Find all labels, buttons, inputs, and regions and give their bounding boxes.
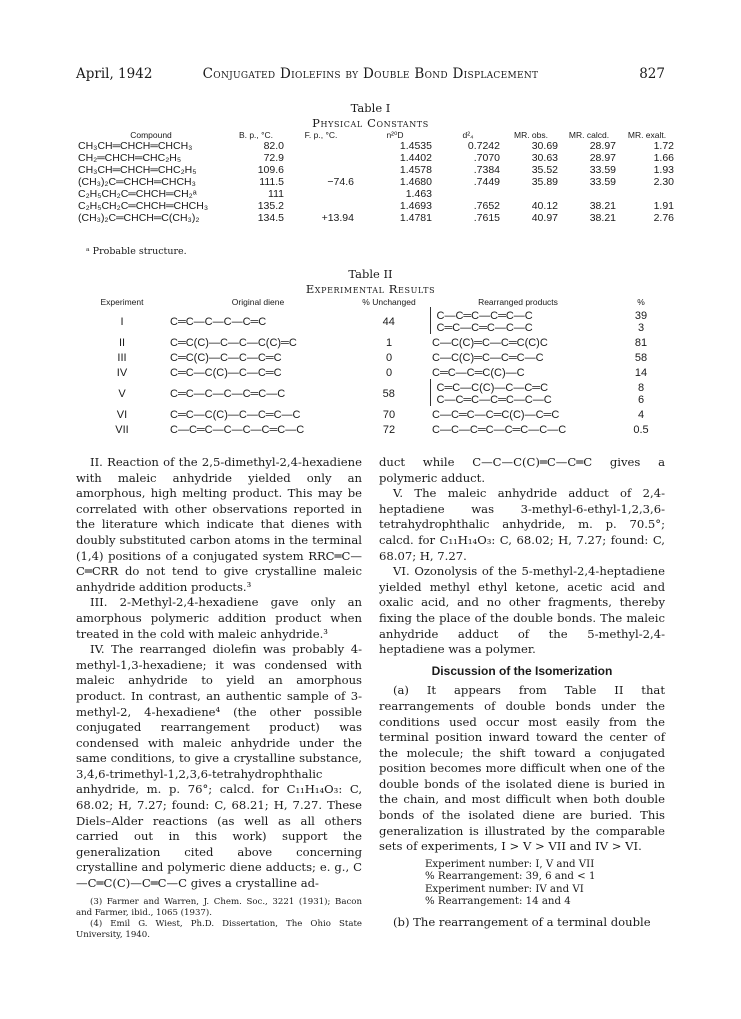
table-cell: 1.4781 [399,211,432,224]
comparison-block [379,859,665,909]
table-cell [430,421,606,436]
table-cell: CH₂═CHCH═CHC₂H₅ [78,151,182,164]
product-percent: 0.5 [633,423,649,436]
product-percent: 4 [637,408,645,421]
table-cell: 1.4535 [399,139,432,152]
table-cell: 40.97 [531,211,558,224]
table-cell: 38.21 [589,199,616,212]
table-cell: 82.0 [263,139,284,152]
table-header-row [76,131,676,140]
table-cell [606,349,676,364]
table-cell [430,406,606,421]
table-cell [606,406,676,421]
table-row [76,349,676,364]
table-cell: 1.463 [405,187,432,200]
issue-date: April, 1942 [76,66,153,82]
table-cell: (CH₃)₂C═CHCH═CHCH₃ [78,175,196,188]
table-cell [434,188,502,200]
table1-subcaption: Physical Constants [312,116,429,130]
column-header: MR. exalt. [627,130,667,140]
table-cell [606,379,676,406]
paragraph: III. 2-Methyl-2,4-hexadiene gave only an amorphous polymeric addition product when treated in the cold with maleic anhydride.³ [76,595,362,641]
rearranged-product: C—C—C═C—C═C—C—C [432,423,567,436]
table-cell [286,140,356,152]
table-cell: VII [115,423,129,436]
table-cell: −74.6 [327,175,354,188]
column-header: % Unchanged [362,297,416,307]
footnote: (4) Emil G. Wiest, Ph.D. Dissertation, The Ohio State University, 1940. [76,918,362,940]
table-cell: II [118,336,126,349]
table-cell [618,188,676,200]
table-cell: C═C—C—C—C═C [170,315,267,328]
rearranged-product: C═C—C═C(C)—C [432,366,525,379]
table-cell: VI [116,408,128,421]
paragraph: IV. The rearranged diolefin was probably 4-methyl-1,3-hexadiene; it was condensed with maleic anhydride to yield an amorphous product. In contrast, an authentic sample of 3-methyl-2, 4-hexadiene⁴ (the other possible conjugated rearrangement product) was condensed with maleic anhydride under the same conditions, to give a crystalline substance, 3,4,6-trimethyl-1,2,3,6-tetrahydrophthalic anhydride, m. p. 76°; calcd. for C₁₁H₁₄O₃: C, 68.02; H, 7.27; found: C, 68.21; H, 7.27. These Diels–Alder reactions (as well as all others carried out in this work) support the generalization cited above concerning crystalline and polymeric diene adducts; e. g., C—C═C(C)—C═C—C gives a crystalline ad- [76,642,362,891]
comparison-line: % Rearrangement: 39, 6 and < 1 [425,871,596,883]
column-header: MR. calcd. [568,130,610,140]
table2-caption: Table II [348,267,393,281]
table-cell: 28.97 [589,151,616,164]
table-cell [286,200,356,212]
table-row [76,164,676,176]
table-cell: 35.52 [531,163,558,176]
table-cell [286,188,356,200]
product-percent: 58 [634,351,648,364]
column-header: n²⁰D [386,130,404,140]
column-header: MR. obs. [513,130,548,140]
table-cell: .7070 [473,151,500,164]
paragraph: (b) The rearrangement of a terminal double [393,914,651,929]
table-cell: I [120,315,124,328]
table-cell: C═C—C(C)—C—C═C [170,366,282,379]
table-cell: 0 [385,351,393,364]
rearranged-product: C═C—C(C)—C—C═C [436,381,549,394]
table-row [76,188,676,200]
rearranged-product: C—C═C—C═C—C [436,309,533,322]
table-cell [502,188,560,200]
table-cell: 72 [382,423,396,436]
table-cell: 1.4693 [399,199,432,212]
table-row [76,176,676,188]
table-header-row [76,298,676,307]
product-percent: 6 [637,393,645,406]
paragraph: II. Reaction of the 2,5-dimethyl-2,4-hexadiene with maleic anhydride yielded only an amorphous, high melting product. This may be correlated with other observations reported in the literature which indicate that dienes with doubly substituted carbon atoms in the terminal (1,4) positions of a conjugated system RRC═C—C═CRR do not tend to give crystalline maleic anhydride addition products.³ [76,455,362,594]
product-percent: 3 [637,321,645,334]
product-percent: 14 [634,366,648,379]
table-cell: C₂H₅CH₂C═CHCH═CHCH₃ [78,199,209,212]
table-cell [606,307,676,334]
table-row [76,421,676,436]
table-cell [430,349,606,364]
running-title: Conjugated Diolefins by Double Bond Displacement [202,66,539,82]
rearranged-product: C—C(C)═C—C═C(C)C [432,336,548,349]
table-row [76,364,676,379]
table-cell: 30.63 [531,151,558,164]
table-cell: 1.4680 [399,175,432,188]
experimental-results-table [76,298,676,436]
table-cell: C═C(C)—C—C—C═C [170,351,282,364]
table-cell: 33.59 [589,163,616,176]
paragraph: duct while C—C—C(C)═C—C═C gives a polymeric adduct. [379,455,665,485]
table-cell: 1 [385,336,393,349]
table-cell: 0 [385,366,393,379]
table-cell [606,334,676,349]
table-cell: CH₃CH═CHCH═CHC₂H₅ [78,163,197,176]
table-cell: .7652 [473,199,500,212]
table-cell [286,152,356,164]
paragraph: V. The maleic anhydride adduct of 2,4-heptadiene was 3-methyl-6-ethyl-1,2,3,6-tetrahydrophthalic anhydride, m. p. 70.5°; calcd. for C₁₁H₁₄O₃: C, 68.02; H, 7.27; found: C, 68.07; H, 7.27. [379,486,665,563]
table-cell: 35.89 [531,175,558,188]
table-cell: 40.12 [531,199,558,212]
table-cell: 1.93 [653,163,674,176]
section-heading: Discussion of the Isomerization [431,663,613,678]
rearranged-product: C═C—C═C—C—C [436,321,533,334]
table-cell: 1.4402 [399,151,432,164]
table-cell: 135.2 [257,199,284,212]
table-cell: 0.7242 [467,139,500,152]
paragraph: (a) It appears from Table II that rearrangements of double bonds under the conditions used occur most easily from the terminal position inward toward the center of the molecule; the shift toward a conjugated position becomes more difficult when one of the double bonds of the isolated diene is buried in the chain, and most difficult when both double bonds of the isolated diene are buried. This generalization is illustrated by the comparable sets of experiments, I > V > VII and IV > VI. [379,683,665,854]
table-cell: 1.4578 [399,163,432,176]
table-cell: 38.21 [589,211,616,224]
table-cell [560,188,618,200]
product-percent: 39 [634,309,648,322]
table-row [76,152,676,164]
column-header: Rearranged products [478,297,558,307]
table-cell [430,379,606,406]
table-cell: C—C═C—C—C—C═C—C [170,423,305,436]
table-cell: (CH₃)₂C═CHCH═C(CH₃)₂ [78,211,200,224]
table-cell: CH₃CH═CHCH═CHCH₃ [78,139,193,152]
table-row [76,379,676,406]
table-row [76,200,676,212]
table-cell: 109.6 [257,163,284,176]
table-row [76,140,676,152]
product-percent: 8 [637,381,645,394]
comparison-line: % Rearrangement: 14 and 4 [425,896,571,908]
table-cell: C═C—C—C—C═C—C [170,387,286,400]
table-cell: 1.66 [653,151,674,164]
right-column [379,455,665,930]
table-cell: .7384 [473,163,500,176]
physical-constants-table [76,131,676,224]
table-cell: 30.69 [531,139,558,152]
running-head [76,66,665,86]
table-row [76,406,676,421]
table1-footnote: ᵃ Probable structure. [86,246,187,257]
rearranged-product: C—C═C—C═C(C)—C═C [432,408,560,421]
table-cell [430,364,606,379]
table-cell [430,334,606,349]
table-cell: 33.59 [589,175,616,188]
left-column [76,455,362,941]
table-cell: 44 [382,315,395,328]
footnote: (3) Farmer and Warren, J. Chem. Soc., 3221 (1931); Bacon and Farmer, ibid., 1065 (1937). [76,896,362,918]
column-header: Original diene [231,297,285,307]
column-header: F. p., °C. [304,130,338,140]
table-cell: C₂H₅CH₂C═CHCH═CH₂ᵃ [78,187,197,200]
table-cell: 1.91 [653,199,674,212]
table-cell: .7615 [473,211,500,224]
table-row [76,212,676,224]
table1-caption: Table I [350,101,391,115]
table-cell: 28.97 [589,139,616,152]
table-cell: 2.76 [653,211,674,224]
product-percent: 81 [634,336,648,349]
column-header: B. p., °C. [238,130,274,140]
table-cell: 58 [382,387,395,400]
table-cell: V [118,387,126,400]
table-cell: +13.94 [321,211,354,224]
table-cell [286,164,356,176]
table-cell: IV [116,366,128,379]
table-cell: III [117,351,127,364]
table-cell: 70 [382,408,396,421]
table-cell [430,307,606,334]
table2-subcaption: Experimental Results [305,282,436,296]
table-cell: 1.72 [653,139,674,152]
table-cell: 2.30 [653,175,674,188]
column-header: % [637,297,645,307]
table-cell [606,364,676,379]
column-header: Compound [130,130,172,140]
table-row [76,334,676,349]
table-cell: C═C—C(C)—C—C═C—C [170,408,301,421]
table-cell: C═C(C)—C—C—C(C)═C [170,336,297,349]
rearranged-product: C—C═C—C═C—C—C [436,393,552,406]
table-cell: 134.5 [257,211,284,224]
table-cell [606,421,676,436]
rearranged-product: C—C(C)═C—C═C—C [432,351,544,364]
table-cell: .7449 [473,175,500,188]
table-cell: 111 [268,187,284,200]
comparison-line: Experiment number: IV and VI [425,883,584,895]
column-header: d²₄ [462,130,474,140]
paragraph: VI. Ozonolysis of the 5-methyl-2,4-heptadiene yielded methyl ethyl ketone, acetic acid and oxalic acid, and no other fragments, thereby fixing the place of the double bonds. The maleic anhydride adduct of the 5-methyl-2,4-heptadiene was a polymer. [379,564,665,657]
table-cell: 111.5 [259,175,284,188]
table-row [76,307,676,334]
column-header: Experiment [100,297,144,307]
table-cell: 72.9 [263,151,284,164]
comparison-line: Experiment number: I, V and VII [425,858,595,870]
page-number: 827 [639,66,665,82]
